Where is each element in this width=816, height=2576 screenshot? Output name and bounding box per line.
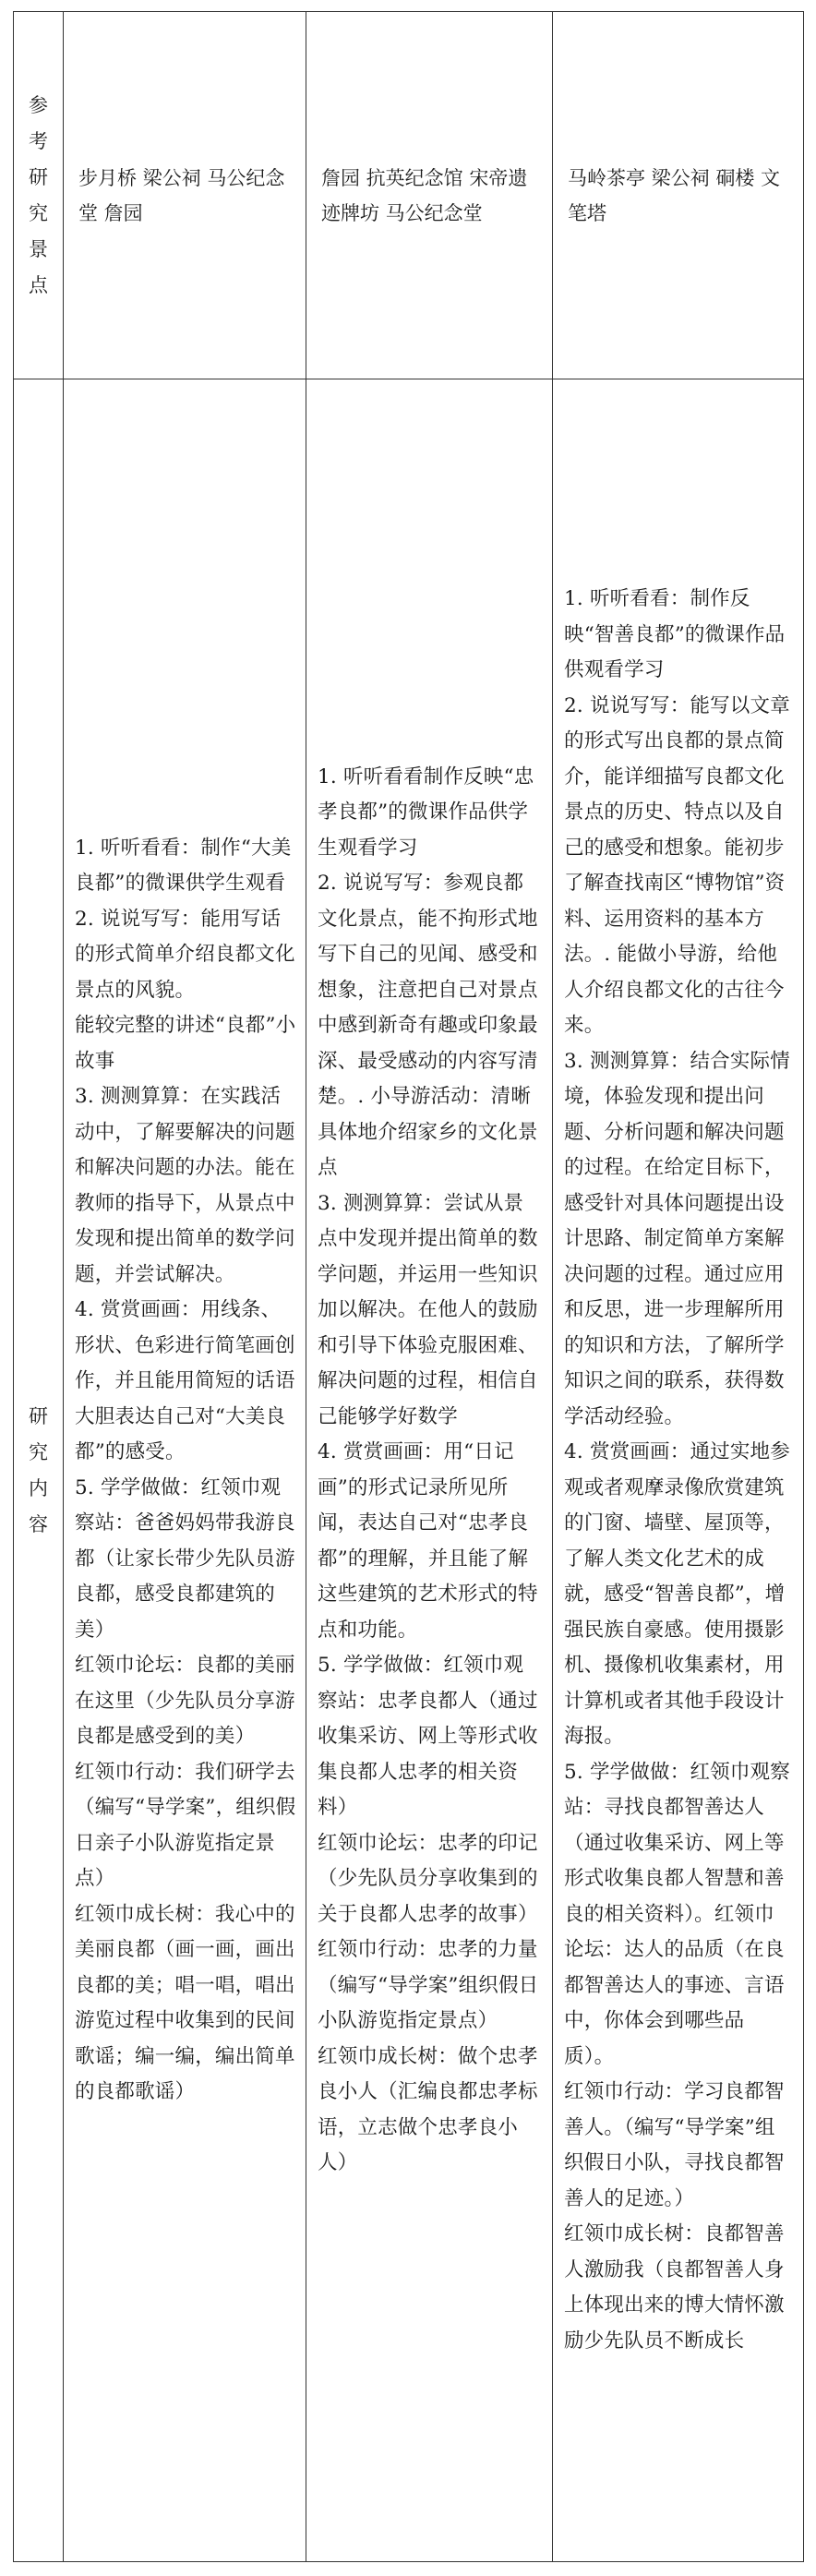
content-paragraph: 3. 测测算算：结合实际情境，体验发现和提出问题、分析问题和解决问题的过程。在给定目标下，感受针对具体问题提出设计思路、制定简单方案解决问题的过程。通过应用和反思，进一步理解所用的知识和方法，了解所学知识之间的联系，获得数学活动经验。 [564, 1049, 790, 1428]
content-paragraph: 3. 测测算算：尝试从景点中发现并提出简单的数学问题，并运用一些知识加以解决。在他人的鼓励和引导下体验克服困难、解决问题的过程，相信自己能够学好数学 [318, 1191, 538, 1428]
spots-label-cell [14, 12, 64, 379]
content-paragraph: 红领巾行动：我们研学去（编写“导学案”，组织假日亲子小队游览指定景点） [75, 1760, 296, 1890]
content-paragraph: 1. 听听看看：制作“大美良都”的微课供学生观看 [75, 836, 292, 895]
research-table [13, 11, 804, 2562]
content-paragraph: 1. 听听看看：制作反映“智善良都”的微课作品供观看学习 [564, 587, 786, 681]
content-cell-3 [553, 379, 804, 2562]
content-paragraph: 5. 学学做做：红领巾观察站：寻找良都智善达人（通过收集采访、网上等形式收集良都人智慧和善良的相关资料）。红领巾论坛：达人的品质（在良都智善达人的事迹、言语中，你体会到哪些品质）。 [564, 1760, 790, 2068]
spots-row-label: 参考研究景点 [29, 93, 48, 296]
content-cell-2 [306, 379, 553, 2562]
content-paragraph: 5. 学学做做：红领巾观察站：爸爸妈妈带我游良都（让家长带少先队员游良都，感受良都建筑的美） [75, 1475, 295, 1642]
content-paragraph: 1. 听听看看制作反映“忠孝良都”的微课作品供学生观看学习 [318, 764, 534, 860]
content-paragraph: 红领巾成长树：做个忠孝良小人（汇编良都忠孝标语，立志做个忠孝良小人） [318, 2044, 538, 2174]
content-paragraph: 红领巾行动：忠孝的力量（编写“导学案”组织假日小队游览指定景点） [318, 1938, 539, 2032]
content-paragraph: 5. 学学做做：红领巾观察站：忠孝良都人（通过收集采访、网上等形式收集良都人忠孝的相关资料） [318, 1654, 538, 1819]
content-paragraph: 2. 说说写写：参观良都文化景点，能不拘形式地写下自己的见闻、感受和想象，注意把自己对景点中感到新奇有趣或印象最深、最受感动的内容写清楚。. 小导游活动：清晰具体地介绍家乡的文化景点 [318, 872, 538, 1179]
content-paragraph: 能较完整的讲述“良都”小故事 [75, 1014, 296, 1073]
content-cell-1 [64, 379, 306, 2562]
content-paragraph: 红领巾成长树：良都智善人激励我（良都智善人身上体现出来的博大情怀激励少先队员不断成长 [564, 2222, 785, 2353]
content-paragraph: 2. 说说写写：能写以文章的形式写出良都的景点简介，能详细描写良都文化景点的历史、特点以及自己的感受和想象。能初步了解查找南区“博物馆”资料、运用资料的基本方法。. 能做小导游，给他人介绍良都文化的古往今来。 [564, 693, 790, 1037]
spots-cell-1: 步月桥 梁公祠 马公纪念堂 詹园 [64, 12, 306, 379]
spots-row [14, 12, 804, 379]
content-paragraph: 红领巾论坛：忠孝的印记（少先队员分享收集到的关于良都人忠孝的故事） [318, 1831, 538, 1926]
content-paragraph: 2. 说说写写：能用写话的形式简单介绍良都文化景点的风貌。 [75, 907, 295, 1002]
content-paragraph: 3. 测测算算：在实践活动中，了解要解决的问题和解决问题的办法。能在教师的指导下，从景点中发现和提出简单的数学问题，并尝试解决。 [75, 1085, 295, 1286]
content-paragraph: 4. 赏赏画画：通过实地参观或者观摩录像欣赏建筑的门窗、墙壁、屋顶等，了解人类文化艺术的成就，感受“智善良都”，增强民族自豪感。使用摄影机、摄像机收集素材，用计算机或者其他手段设计海报。 [564, 1440, 790, 1748]
content-row-label: 研究内容 [29, 1404, 48, 1535]
content-paragraph: 4. 赏赏画画：用“日记画”的形式记录所见所闻，表达自己对“忠孝良都”的理解，并且能了解这些建筑的艺术形式的特点和功能。 [318, 1440, 538, 1642]
content-label-cell [14, 379, 64, 2562]
content-paragraph: 红领巾论坛：良都的美丽在这里（少先队员分享游良都是感受到的美） [75, 1654, 295, 1748]
content-row [14, 379, 804, 2562]
content-paragraph: 4. 赏赏画画：用线条、形状、色彩进行简笔画创作，并且能用简短的话语大胆表达自己对“大美良都”的感受。 [75, 1298, 295, 1463]
spots-cell-2: 詹园 抗英纪念馆 宋帝遗迹牌坊 马公纪念堂 [306, 12, 553, 379]
content-paragraph: 红领巾成长树：我心中的美丽良都（画一画，画出良都的美；唱一唱，唱出游览过程中收集到的民间歌谣；编一编，编出简单的良都歌谣） [75, 1902, 295, 2103]
content-paragraph: 红领巾行动：学习良都智善人。（编写“导学案”组织假日小队，寻找良都智善人的足迹。） [564, 2080, 785, 2210]
spots-cell-3: 马岭茶亭 梁公祠 硐楼 文笔塔 [553, 12, 804, 379]
